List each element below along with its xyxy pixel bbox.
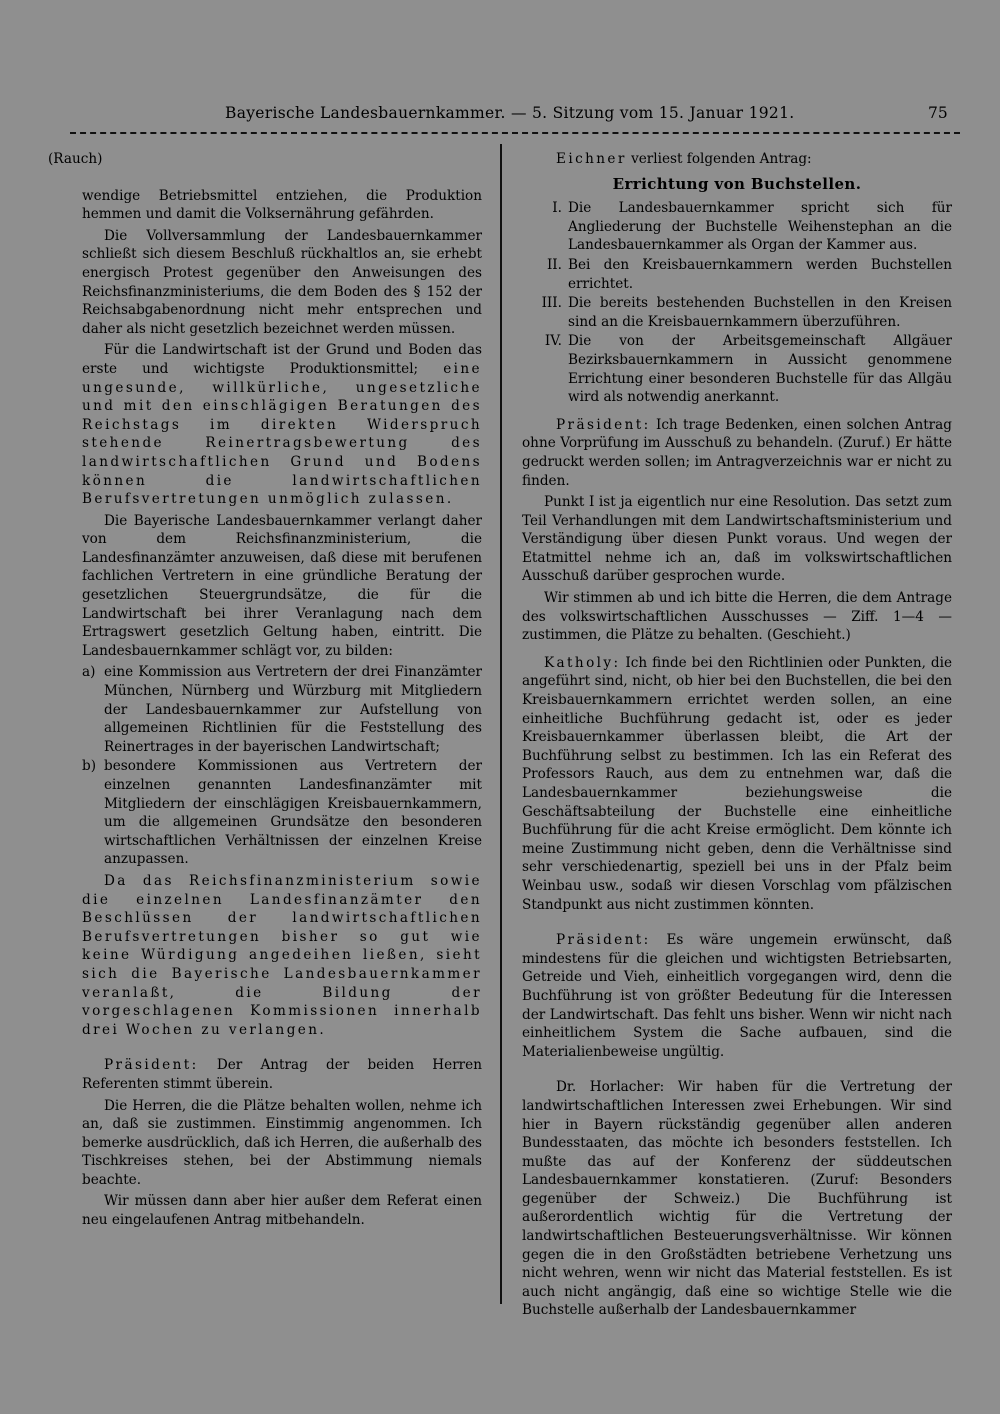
speaker-name: Präsident: xyxy=(104,1057,199,1074)
column-divider xyxy=(500,144,502,1304)
paragraph-text: Es wäre ungemein erwünscht, daß mindestens für die gleichen und wichtigsten Betriebsarten, Getreide und Vieh, einheitlich vorgegangen wird, denn die Buchführung ist von größter Bedeutung für die Interessen der Landwirtschaft. Das fehlt uns bisher. Wenn wir nicht nach einheitlichem System die Sache aufbauen, sind die Materialienbeweise ungültig. xyxy=(522,932,952,1060)
left-column xyxy=(48,150,482,1233)
motion-list xyxy=(522,199,952,407)
list-item xyxy=(82,757,482,869)
list-marker: III. xyxy=(541,295,562,312)
list-item xyxy=(522,332,952,406)
paragraph: Die Herren, die die Plätze behalten wollen, nehme ich an, daß sie zustimmen. Einstimmig angenommen. Ich bemerke ausdrücklich, daß ich Herren, die außerhalb des Tischkreises stehen, bei der Abstimmung niemals beachte. xyxy=(82,1097,482,1188)
list-item xyxy=(522,294,952,331)
list-item-text: Die Landesbauernkammer spricht sich für Angliederung der Buchstelle Weihenstephan an die Landesbauernkammer als Organ der Kammer aus. xyxy=(568,200,952,254)
paragraph: wendige Betriebsmittel entziehen, die Produktion hemmen und damit die Volksernährung gefährden. xyxy=(82,187,482,223)
running-title: Bayerische Landesbauernkammer. — 5. Sitzung vom 15. Januar 1921. xyxy=(225,104,795,122)
list-item-text: Die von der Arbeitsgemeinschaft Allgäuer Bezirksbauernkammern in Aussicht genommene Errichtung einer besonderen Buchstelle für das Allgäu wird als notwendig anerkannt. xyxy=(568,333,952,406)
list-item-text: besondere Kommissionen aus Vertretern der einzelnen genannten Landesfinanzämter mit Mitgliedern der einschlägigen Kreisbauernkammern, um die allgemeinen Grundsätze den besonderen wirtschaftlichen Verhältnissen der einzelnen Kreise anzupassen. xyxy=(104,758,482,868)
paragraph xyxy=(82,1056,482,1093)
speaker-name: Dr. Horlacher: xyxy=(556,1079,665,1096)
list-item-text: eine Kommission aus Vertretern der drei Finanzämter München, Nürnberg und Würzburg mit Mitgliedern der Landesbauernkammer zur Aufstellung von allgemeinen Richtlinien für die Feststellung des Reinertrages in der bayerischen Landwirtschaft; xyxy=(104,664,482,755)
paragraph: Wir müssen dann aber hier außer dem Referat einen neu eingelaufenen Antrag mitbehandeln. xyxy=(82,1193,482,1229)
paragraph-text: Wir haben für die Vertretung der landwirtschaftlichen Interessen zwei Erhebungen. Wir sind hier in Bayern rückständig gegenüber allen anderen Bundesstaaten, das möchte ich besonders feststellen. Ich mußte das auf der Konferenz der süddeutschen Landesbauernkammer konstatieren. (Zuruf: Besonders gegenüber der Schweiz.) Die Buchführung ist außerordentlich wichtig für die Vertretung der landwirtschaftlichen Besteuerungsverhältnisse. Wir können gegen die in den Großstädten betriebene Verhetzung uns nicht wehren, wenn wir nicht das Material feststellen. Es ist auch nicht angängig, daß eine so wichtige Stelle wie die Buchstelle außerhalb der Landesbauernkammer xyxy=(522,1079,953,1319)
paragraph xyxy=(82,341,482,508)
page-header xyxy=(0,100,1000,130)
list-item xyxy=(522,256,952,293)
paragraph xyxy=(522,416,952,490)
proposal-list xyxy=(82,663,482,869)
spacer xyxy=(522,917,952,931)
paragraph xyxy=(522,931,952,1061)
list-item-text: Die bereits bestehenden Buchstellen in den Kreisen sind an die Kreisbauernkammern überzuführen. xyxy=(568,295,952,330)
speaker-name: Präsident: xyxy=(556,932,651,949)
speaker-tag: (Rauch) xyxy=(48,151,103,167)
paragraph: Punkt I ist ja eigentlich nur eine Resolution. Das setzt zum Teil Verhandlungen mit dem Landwirtschaftsministerium und Verständigung über diesen Punkt voraus. Und wegen der Etatmittel nehme ich an, daß im volkswirtschaftlichen Ausschuß darüber gesprochen wurde. xyxy=(522,494,952,585)
speaker-name: Eichner xyxy=(556,151,627,167)
list-item xyxy=(82,663,482,756)
paragraph-text: Ich trage Bedenken, einen solchen Antrag ohne Vorprüfung im Ausschuß zu behandeln. (Zuruf.) Er hätte gedruckt werden sollen; im Antragverzeichnis war er nicht zu finden. xyxy=(522,416,952,489)
emphasized-text: eine ungesunde, willkürliche, ungesetzliche und mit den einschlägigen Beratungen des Reichstags im direkten Widerspruch stehende Reinertragsbewertung des landwirtschaftlichen Grund und Bodens können die landwirtschaftlichen Berufsvertretungen unmöglich zulassen. xyxy=(82,360,482,508)
paragraph xyxy=(522,1078,952,1320)
paragraph xyxy=(522,654,952,914)
list-marker: I. xyxy=(552,200,562,217)
paragraph: Die Bayerische Landesbauernkammer verlangt daher von dem Reichsfinanzministerium, die Landesfinanzämter anzuweisen, daß diese mit berufenen fachlichen Vertretern in eine gründliche Beratung der gesetzlichen Steuergrundsätze, die für die Landwirtschaft bei ihrer Veranlagung nach dem Ertragswert gesetzlich Geltung haben, eintritt. Die Landesbauernkammer schlägt vor, zu bilden: xyxy=(82,512,482,659)
paragraph xyxy=(522,150,952,169)
paragraph-text: verliest folgenden Antrag: xyxy=(626,151,812,167)
list-marker: a) xyxy=(82,664,96,681)
paragraph: Die Vollversammlung der Landesbauernkammer schließt sich diesem Beschluß rückhaltlos an, sie erhebt energisch Protest gegenüber den Anweisungen des Reichsfinanzministeriums, die dem Boden des § 152 der Reichsabgabenordnung nicht mehr entsprechen und daher als nicht gesetzlich bezeichnet werden müssen. xyxy=(82,227,482,337)
paragraph: Wir stimmen ab und ich bitte die Herren, die dem Antrage des volkswirtschaftlichen Ausschusses — Ziff. 1—4 — zustimmen, die Plätze zu behalten. (Geschieht.) xyxy=(522,590,952,644)
list-marker: II. xyxy=(546,256,562,273)
header-rule xyxy=(70,132,960,134)
speaker-name: Katholy: xyxy=(544,654,621,671)
speaker-name: Präsident: xyxy=(556,416,651,433)
spacer xyxy=(522,1064,952,1078)
list-marker: IV. xyxy=(544,333,562,350)
paragraph-text: Ich finde bei den Richtlinien oder Punkten, die angeführt sind, nicht, ob hier bei den Buchstellen, die bei den Kreisbauernkammern errichtet werden sollen, an eine einheitliche Buchführung gedacht ist, oder es jeder Kreisbauernkammer überlassen bleibt, die Art der Buchführung selbst zu bestimmen. Ich las ein Referat des Professors Rauch, aus dem zu entnehmen war, daß die Landesbauernkammer beziehungsweise die Geschäftsabteilung der Buchstelle eine einheitliche Buchführung für die acht Kreise ermöglicht. Dem könnte ich meine Zustimmung nicht geben, denn die Verhältnisse sind sehr verschiedenartig, speziell bei uns in der Pfalz beim Weinbau usw., sodaß wir diesen Vorschlag vom pfälzischen Standpunkt aus nicht zustimmen könnten. xyxy=(522,654,952,913)
list-item-text: Bei den Kreisbauernkammern werden Buchstellen errichtet. xyxy=(568,256,952,292)
spacer xyxy=(82,1042,482,1056)
page-number: 75 xyxy=(928,104,948,122)
right-column xyxy=(522,150,952,1323)
list-marker: b) xyxy=(82,758,97,775)
paragraph-text: Für die Landwirtschaft ist der Grund und Boden das erste und wichtigste Produktionsmittel; xyxy=(82,342,482,377)
section-heading: Errichtung von Buchstellen. xyxy=(612,174,862,193)
paragraph: Da das Reichsfinanzministerium sowie die einzelnen Landesfinanzämter den Beschlüssen der landwirtschaftlichen Berufsvertretungen bisher so gut wie keine Würdigung angedeihen ließen, sieht sich die Bayerische Landesbauernkammer veranlaßt, die Bildung der vorgeschlagenen Kommissionen innerhalb drei Wochen zu verlangen. xyxy=(82,872,482,1038)
list-item xyxy=(522,199,952,255)
paragraph-text: Der Antrag der beiden Herren Referenten stimmt überein. xyxy=(82,1057,482,1092)
